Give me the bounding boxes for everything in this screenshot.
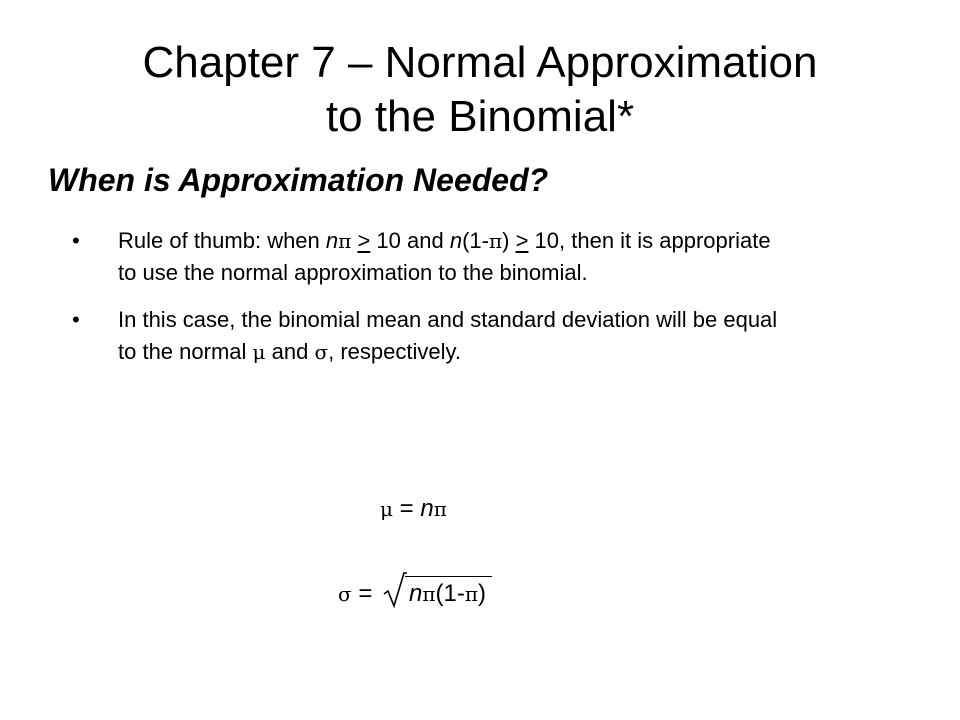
variable-n: n [409,580,423,607]
pi-symbol: π [464,582,479,606]
bullet-text: (1- [462,228,489,253]
pi-symbol: π [433,497,447,521]
bullet-text: Rule of thumb: when [118,228,326,253]
equals-sign: = [351,580,380,607]
bullet-text: 10 and [370,228,450,253]
sd-formula [338,576,492,609]
equals-sign: = [393,495,421,522]
slide-subtitle: When is Approximation Needed? [48,162,549,198]
mean-formula [380,494,447,524]
bullet-text: and [265,339,315,364]
slide-title-line-1: Chapter 7 – Normal Approximation [142,38,818,87]
bullet-marker: • [72,307,80,332]
pi-symbol: π [338,229,352,253]
bullet-mean-sd [72,304,792,368]
sigma-symbol: σ [338,582,352,606]
variable-n: n [420,495,434,522]
variable-n: n [449,228,463,253]
mu-symbol: μ [252,340,266,364]
greater-equal-sign: > [357,228,371,253]
bullet-rule-of-thumb [72,225,792,289]
formula-text: (1- [435,580,465,607]
greater-equal-sign: > [515,228,529,253]
square-root [383,576,492,609]
pi-symbol: π [422,582,436,606]
mu-symbol: μ [380,497,393,521]
pi-symbol: π [488,229,503,253]
sigma-symbol: σ [314,340,329,364]
bullet-text: In this case, the binomial mean and standard deviation will be equal to the normal [118,307,778,364]
bullet-text: 10, then it is appropriate to use the normal approximation to the binomial. [118,228,771,285]
slide-title-line-2: to the Binomial* [325,92,635,141]
bullet-marker: • [72,228,80,253]
bullet-text: ) [502,228,516,253]
slide-title [0,36,960,144]
bullet-text: , respectively. [328,339,461,364]
bullet-list [72,225,792,383]
square-root-icon [383,570,407,610]
radicand [405,576,492,609]
variable-n: n [325,228,339,253]
formula-text: ) [478,580,487,607]
